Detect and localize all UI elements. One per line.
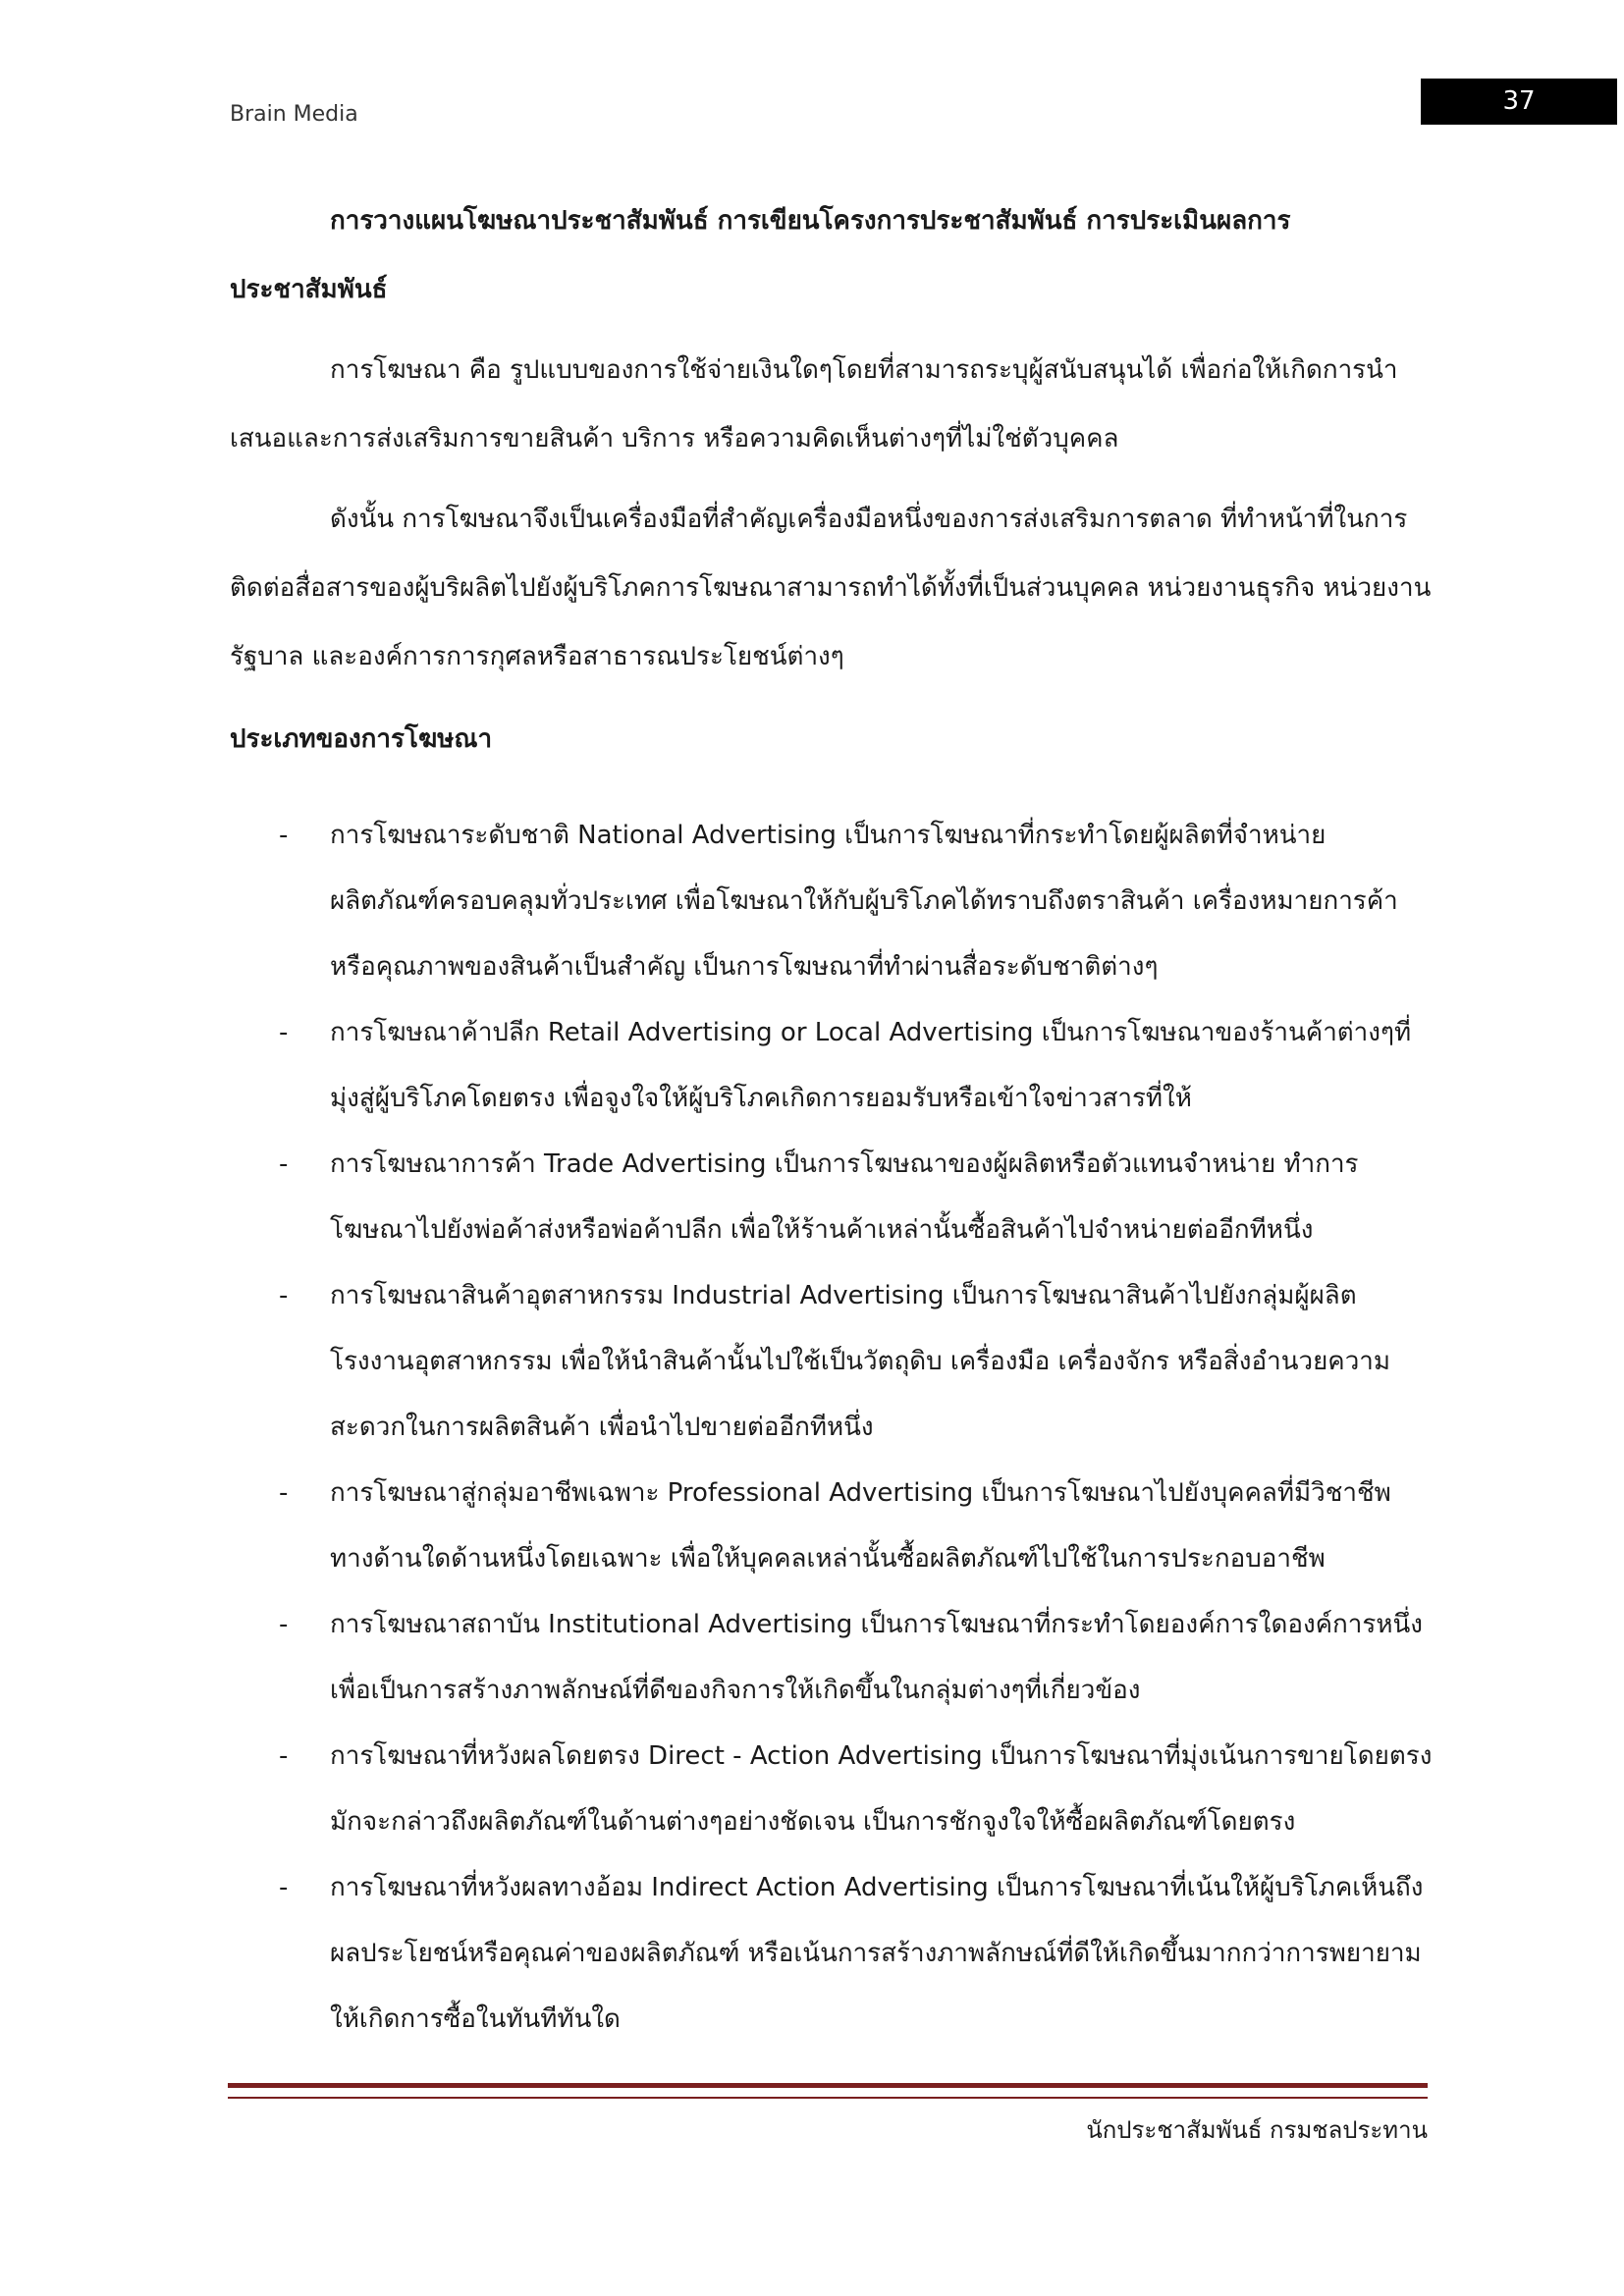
paragraph-definition (230, 336, 1434, 473)
list-item-text: การโฆษณาที่หวังผลทางอ้อม Indirect Action Advertising เป็นการโฆษณาที่เน้นให้ผู้บริโภคเห็นถึงผลประโยชน์หรือคุณค่าของผลิตภัณฑ์ หรือเน้นการสร้างภาพลักษณ์ที่ดีให้เกิดขึ้นมากกว่าการพยายามให้เกิดการซื้อในทันทีทันใด (330, 1873, 1424, 2034)
paragraph-role (230, 485, 1434, 691)
bullet-dash: - (279, 1281, 289, 1310)
bullet-dash: - (279, 1610, 289, 1639)
bullet-dash: - (279, 1741, 289, 1771)
list-item (230, 1592, 1434, 1724)
advertising-types-list (230, 803, 1434, 2053)
header-brand: Brain Media (230, 102, 358, 127)
footer-divider (228, 2083, 1428, 2099)
bullet-dash: - (279, 1873, 289, 1902)
list-item-text: การโฆษณาระดับชาติ National Advertising เป็นการโฆษณาที่กระทำโดยผู้ผลิตที่จำหน่ายผลิตภัณฑ์ครอบคลุมทั่วประเทศ เพื่อโฆษณาให้กับผู้บริโภคได้ทราบถึงตราสินค้า เครื่องหมายการค้าหรือคุณภาพของสินค้าเป็นสำคัญ เป็นการโฆษณาที่ทำผ่านสื่อระดับชาติต่างๆ (330, 821, 1398, 982)
bullet-dash: - (279, 821, 289, 850)
paragraph-role-text: ดังนั้น การโฆษณาจึงเป็นเครื่องมือที่สำคัญเครื่องมือหนึ่งของการส่งเสริมการตลาด ที่ทำหน้าที่ในการติดต่อสื่อสารของผู้บริผลิตไปยังผู้บริโภคการโฆษณาสามารถทำได้ทั้งที่เป็นส่วนบุคคล หน่วยงานธุรกิจ หน่วยงานรัฐบาล และองค์การการกุศลหรือสาธารณประโยชน์ต่างๆ (230, 505, 1432, 671)
page-title-line1: การวางแผนโฆษณาประชาสัมพันธ์ การเขียนโครงการประชาสัมพันธ์ การประเมินผลการ (330, 206, 1291, 236)
page-content (230, 187, 1434, 2053)
page-number: 37 (1421, 79, 1617, 125)
list-item (230, 1000, 1434, 1132)
list-item-text: การโฆษณาสู่กลุ่มอาชีพเฉพาะ Professional Advertising เป็นการโฆษณาไปยังบุคคลที่มีวิชาชีพทางด้านใดด้านหนึ่งโดยเฉพาะ เพื่อให้บุคคลเหล่านั้นซื้อผลิตภัณฑ์ไปใช้ในการประกอบอาชีพ (330, 1478, 1391, 1574)
page-title-line2: ประชาสัมพันธ์ (230, 275, 388, 304)
list-item-text: การโฆษณาค้าปลีก Retail Advertising or Local Advertising เป็นการโฆษณาของร้านค้าต่างๆที่มุ่งสู่ผู้บริโภคโดยตรง เพื่อจูงใจให้ผู้บริโภคเกิดการยอมรับหรือเข้าใจข่าวสารที่ให้ (330, 1018, 1412, 1113)
list-item (230, 1132, 1434, 1263)
list-item-text: การโฆษณาสถาบัน Institutional Advertising เป็นการโฆษณาที่กระทำโดยองค์การใดองค์การหนึ่ง เพื่อเป็นการสร้างภาพลักษณ์ที่ดีของกิจการให้เกิดขึ้นในกลุ่มต่างๆที่เกี่ยวข้อง (330, 1610, 1423, 1705)
section-title: ประเภทของการโฆษณา (230, 724, 493, 754)
list-item (230, 1263, 1434, 1461)
list-item (230, 1855, 1434, 2053)
paragraph-definition-text: การโฆษณา คือ รูปแบบของการใช้จ่ายเงินใดๆโดยที่สามารถระบุผู้สนับสนุนได้ เพื่อก่อให้เกิดการนำเสนอและการส่งเสริมการขายสินค้า บริการ หรือความคิดเห็นต่างๆที่ไม่ใช่ตัวบุคคล (230, 355, 1398, 454)
footer-text: นักประชาสัมพันธ์ กรมชลประทาน (1086, 2116, 1428, 2144)
list-item-text: การโฆษณาสินค้าอุตสาหกรรม Industrial Advertising เป็นการโฆษณาสินค้าไปยังกลุ่มผู้ผลิตโรงงานอุตสาหกรรม เพื่อให้นำสินค้านั้นไปใช้เป็นวัตถุดิบ เครื่องมือ เครื่องจักร หรือสิ่งอำนวยความสะดวกในการผลิตสินค้า เพื่อนำไปขายต่ออีกทีหนึ่ง (330, 1281, 1391, 1442)
list-item (230, 1724, 1434, 1855)
bullet-dash: - (279, 1149, 289, 1179)
list-item (230, 803, 1434, 1000)
page-title (230, 187, 1434, 324)
list-item-text: การโฆษณาที่หวังผลโดยตรง Direct - Action Advertising เป็นการโฆษณาที่มุ่งเน้นการขายโดยตรง มักจะกล่าวถึงผลิตภัณฑ์ในด้านต่างๆอย่างชัดเจน เป็นการชักจูงใจให้ซื้อผลิตภัณฑ์โดยตรง (330, 1741, 1433, 1837)
list-item (230, 1461, 1434, 1592)
list-item-text: การโฆษณาการค้า Trade Advertising เป็นการโฆษณาของผู้ผลิตหรือตัวแทนจำหน่าย ทำการโฆษณาไปยังพ่อค้าส่งหรือพ่อค้าปลีก เพื่อให้ร้านค้าเหล่านั้นซื้อสินค้าไปจำหน่ายต่ออีกทีหนึ่ง (330, 1149, 1359, 1245)
bullet-dash: - (279, 1478, 289, 1508)
bullet-dash: - (279, 1018, 289, 1047)
